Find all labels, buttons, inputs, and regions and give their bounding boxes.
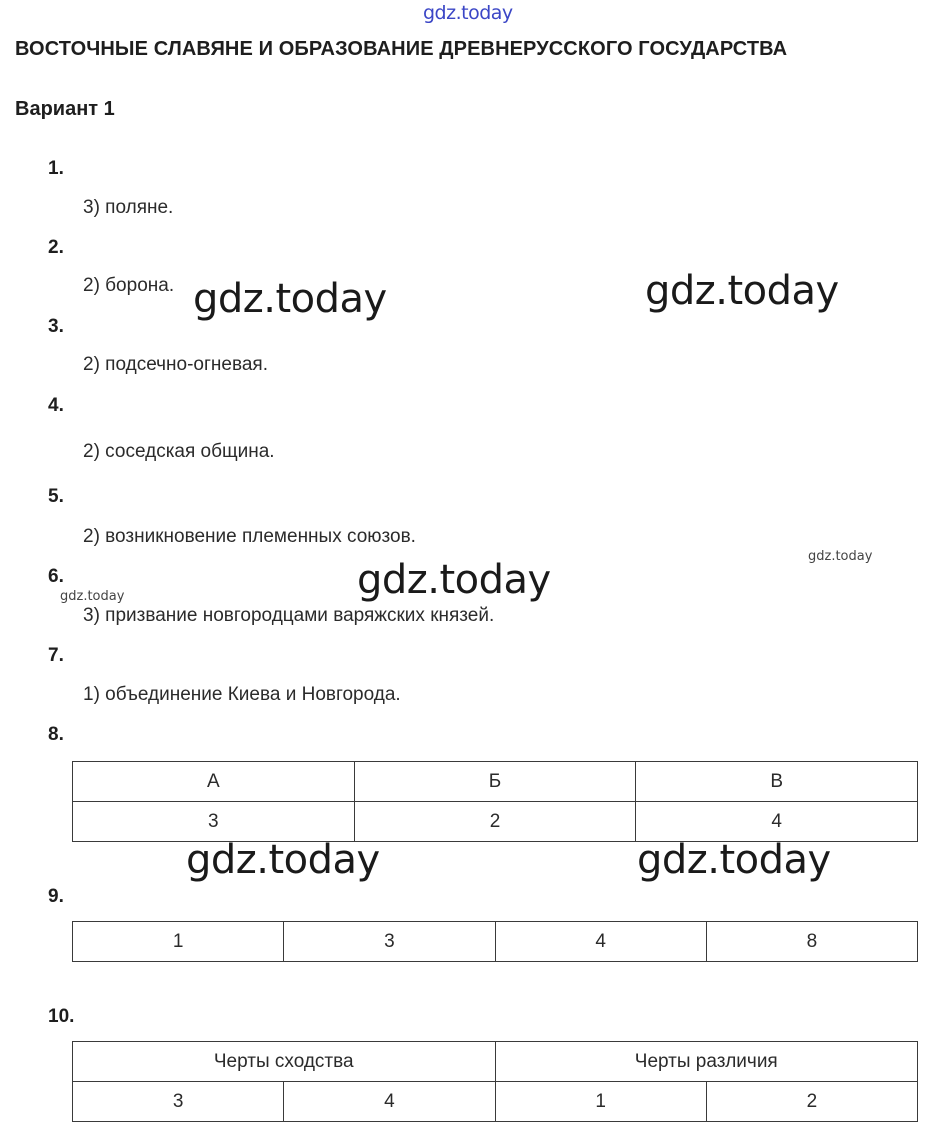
answer-table-10 [72,1041,918,1122]
table-cell: 3 [73,802,355,842]
table-cell: 1 [73,922,284,962]
table-row [73,1042,918,1082]
watermark-small: gdz.today [808,549,873,564]
table-cell: 2 [706,1082,917,1122]
answer-table-9 [72,921,918,962]
question-number-8: 8. [48,724,64,745]
answer-7: 1) объединение Киева и Новгорода. [83,684,401,705]
watermark: gdz.today [357,557,551,603]
question-number-9: 9. [48,886,64,907]
watermark-small: gdz.today [60,589,125,604]
question-number-5: 5. [48,486,64,507]
variant-heading: Вариант 1 [15,98,115,120]
table-row [73,1082,918,1122]
question-number-6: 6. [48,566,64,587]
answer-3: 2) подсечно-огневая. [83,354,268,375]
table-header-cell: В [636,762,918,802]
table-cell: 1 [495,1082,706,1122]
answer-5: 2) возникновение племенных союзов. [83,526,416,547]
answer-4: 2) соседская община. [83,441,275,462]
table-row [73,762,918,802]
table-cell: 3 [284,922,495,962]
watermark-top: gdz.today [423,2,513,24]
table-cell: 4 [284,1082,495,1122]
table-row [73,802,918,842]
question-number-7: 7. [48,645,64,666]
table-header-cell: А [73,762,355,802]
answer-6: 3) призвание новгородцами варяжских князей. [83,605,495,626]
table-cell: 2 [354,802,636,842]
table-cell: 8 [706,922,917,962]
answer-2: 2) борона. [83,275,175,296]
table-row [73,922,918,962]
watermark: gdz.today [645,268,839,314]
question-number-10: 10. [48,1006,75,1027]
question-number-1: 1. [48,158,64,179]
question-number-2: 2. [48,237,64,258]
table-header-cell: Б [354,762,636,802]
page-title: ВОСТОЧНЫЕ СЛАВЯНЕ И ОБРАЗОВАНИЕ ДРЕВНЕРУССКОГО ГОСУДАРСТВА [15,38,788,60]
table-cell: 3 [73,1082,284,1122]
watermark: gdz.today [193,276,387,322]
question-number-3: 3. [48,316,64,337]
table-header-cell: Черты различия [495,1042,918,1082]
answer-1: 3) поляне. [83,197,174,218]
table-cell: 4 [636,802,918,842]
table-header-cell: Черты сходства [73,1042,496,1082]
answer-table-8 [72,761,918,842]
watermark: gdz.today [637,837,831,883]
question-number-4: 4. [48,395,64,416]
table-cell: 4 [495,922,706,962]
watermark: gdz.today [186,837,380,883]
